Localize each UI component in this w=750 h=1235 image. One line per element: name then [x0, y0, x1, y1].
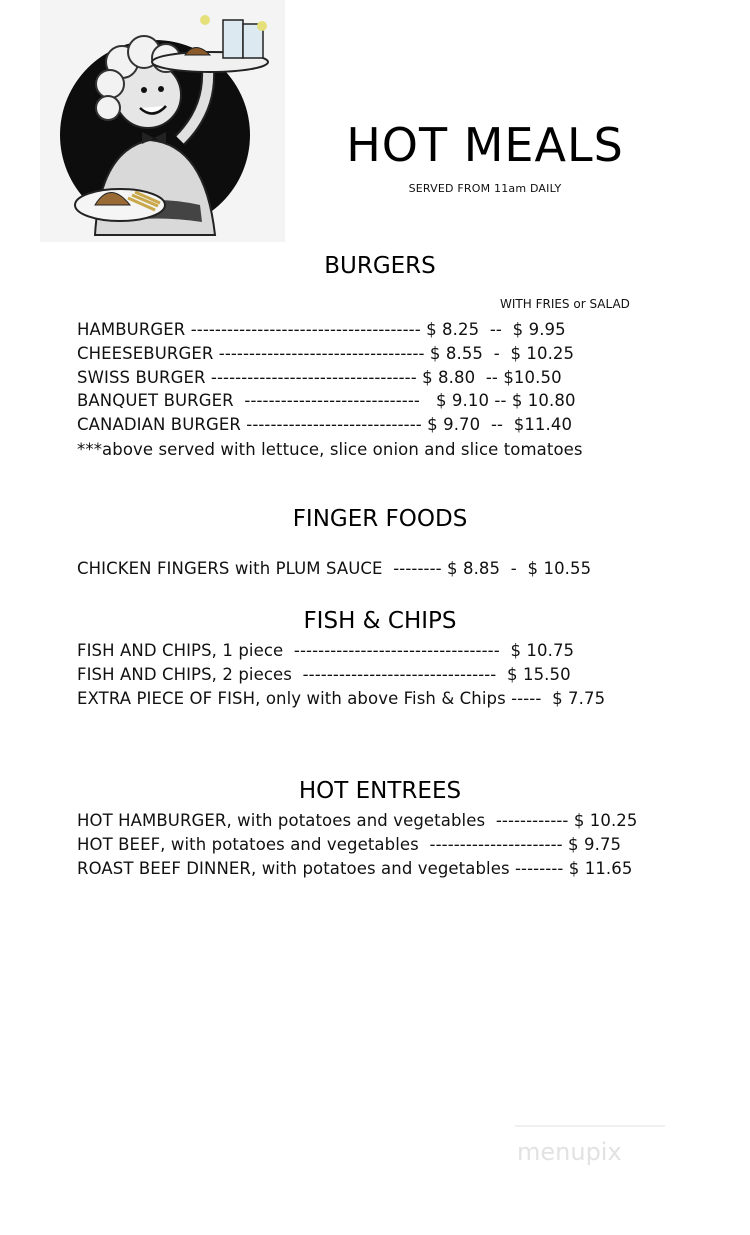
burgers-footnote: ***above served with lettuce, slice onion and slice tomatoes [77, 440, 583, 459]
page-subtitle: SERVED FROM 11am DAILY [408, 182, 562, 195]
menu-item-row: CANADIAN BURGER ----------------------------- $ 9.70 -- $11.40 [77, 415, 573, 434]
menu-item-row: HOT BEEF, with potatoes and vegetables ---------------------- $ 9.75 [77, 835, 622, 854]
burgers-side-note: WITH FRIES or SALAD [500, 297, 630, 311]
page-title: HOT MEALS [346, 118, 624, 172]
menu-item-row: HOT HAMBURGER, with potatoes and vegetables ------------ $ 10.25 [77, 811, 638, 830]
menu-item-row: HAMBURGER -------------------------------------- $ 8.25 -- $ 9.95 [77, 320, 566, 339]
menu-item-row: EXTRA PIECE OF FISH, only with above Fish & Chips ----- $ 7.75 [77, 689, 606, 708]
waitress-logo [40, 0, 285, 242]
watermark-text: menupix [517, 1138, 622, 1166]
menu-item-row: FISH AND CHIPS, 2 pieces -------------------------------- $ 15.50 [77, 665, 571, 684]
menu-item-row: SWISS BURGER ---------------------------------- $ 8.80 -- $10.50 [77, 368, 562, 387]
menu-item-row: FISH AND CHIPS, 1 piece ---------------------------------- $ 10.75 [77, 641, 575, 660]
section-title-burgers: BURGERS [324, 253, 436, 279]
menu-item-row: BANQUET BURGER ----------------------------- $ 9.10 -- $ 10.80 [77, 391, 576, 410]
menu-item-row: CHEESEBURGER ---------------------------------- $ 8.55 - $ 10.25 [77, 344, 575, 363]
menupix-watermark-icon [515, 1122, 665, 1170]
menu-item-row: CHICKEN FINGERS with PLUM SAUCE -------- $ 8.85 - $ 10.55 [77, 559, 592, 578]
section-title-fish-chips: FISH & CHIPS [303, 608, 457, 634]
menu-item-row: ROAST BEEF DINNER, with potatoes and vegetables -------- $ 11.65 [77, 859, 633, 878]
section-title-finger-foods: FINGER FOODS [292, 506, 468, 532]
section-title-hot-entrees: HOT ENTREES [298, 778, 462, 804]
